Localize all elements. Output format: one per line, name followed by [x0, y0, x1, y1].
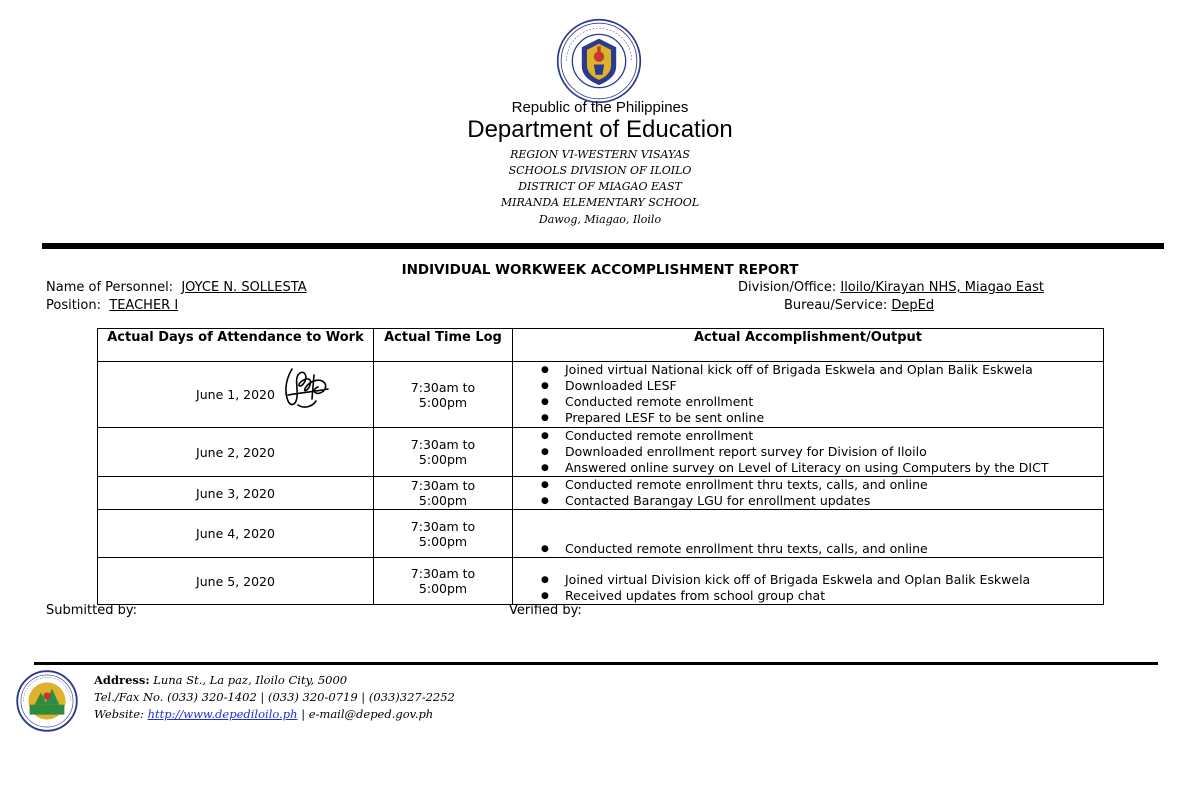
accomplishment-cell — [513, 362, 1104, 428]
list-item: ● Contacted Barangay LGU for enrollment updates — [513, 493, 1103, 509]
day-cell — [98, 558, 374, 605]
list-item: ● Downloaded enrollment report survey for Division of Iloilo — [513, 444, 1103, 460]
day-value: June 3, 2020 — [196, 485, 275, 501]
division-office-value: Iloilo/Kirayan NHS, Miagao East — [840, 280, 1044, 295]
region-line: REGION VI-WESTERN VISAYAS — [510, 148, 690, 161]
list-item: ● Conducted remote enrollment — [513, 428, 1103, 444]
verified-by-label: Verified by: — [509, 603, 582, 618]
footer-address — [94, 673, 347, 687]
table-row — [98, 362, 1104, 428]
time-log-cell — [374, 477, 513, 510]
position-field — [46, 298, 178, 313]
location-line: Dawog, Miagao, Iloilo — [538, 213, 662, 226]
time-start: 7:30am to — [410, 478, 476, 493]
day-cell — [98, 362, 374, 428]
table-row — [98, 428, 1104, 477]
day-value: June 5, 2020 — [196, 573, 275, 589]
list-item: ● Downloaded LESF — [513, 378, 1103, 394]
day-cell — [98, 510, 374, 558]
list-item: ● Conducted remote enrollment — [513, 394, 1103, 410]
table-row — [98, 510, 1104, 558]
table-row — [98, 558, 1104, 605]
time-log-cell — [374, 362, 513, 428]
list-item: ● Joined virtual Division kick off of Brigada Eskwela and Oplan Balik Eskwela — [513, 572, 1103, 588]
footer-seal-icon — [16, 670, 78, 732]
website-label: Website: — [94, 707, 144, 721]
time-end: 5:00pm — [418, 493, 468, 508]
accomplishment-cell — [513, 477, 1104, 510]
list-item: ● Conducted remote enrollment thru texts, calls, and online — [513, 541, 1103, 557]
time-log-cell — [374, 428, 513, 477]
division-office-label: Division/Office: — [738, 280, 837, 295]
time-start: 7:30am to — [410, 437, 476, 452]
day-value: June 2, 2020 — [196, 444, 275, 460]
time-end: 5:00pm — [418, 581, 468, 596]
time-log-cell — [374, 558, 513, 605]
signature-icon — [278, 365, 340, 411]
personnel-name-label: Name of Personnel: — [46, 280, 174, 295]
phone-label: Tel./Fax No. — [94, 690, 164, 704]
list-item: ● Answered online survey on Level of Literacy on using Computers by the DICT — [513, 460, 1103, 476]
list-item: ● Received updates from school group chat — [513, 588, 1103, 604]
republic-heading: Republic of the Philippines — [511, 99, 689, 116]
list-item: ● Joined virtual National kick off of Brigada Eskwela and Oplan Balik Eskwela — [513, 362, 1103, 378]
email-text: | e-mail@deped.gov.ph — [301, 707, 434, 721]
phone-value: (033) 320-1402 | (033) 320-0719 | (033)327-2252 — [167, 690, 455, 704]
table-header-row — [98, 329, 1104, 362]
list-item: ● Prepared LESF to be sent online — [513, 410, 1103, 426]
submitted-by-label: Submitted by: — [46, 603, 137, 618]
website-link[interactable]: http://www.depediloilo.ph — [147, 707, 298, 721]
accomplishment-cell — [513, 510, 1104, 558]
time-log-cell — [374, 510, 513, 558]
address-value: Luna St., La paz, Iloilo City, 5000 — [153, 673, 348, 687]
accomplishment-table — [97, 328, 1104, 605]
division-line: SCHOOLS DIVISION OF ILOILO — [508, 164, 692, 177]
time-end: 5:00pm — [418, 452, 468, 467]
time-start: 7:30am to — [410, 518, 476, 534]
position-value: TEACHER I — [109, 298, 179, 313]
time-end: 5:00pm — [418, 533, 468, 549]
footer-divider — [34, 662, 1158, 665]
accomplishment-cell — [513, 428, 1104, 477]
position-label: Position: — [46, 298, 101, 313]
district-line: DISTRICT OF MIAGAO EAST — [518, 180, 682, 193]
report-title: INDIVIDUAL WORKWEEK ACCOMPLISHMENT REPORT — [401, 262, 799, 278]
footer-phone — [94, 690, 455, 704]
time-start: 7:30am to — [410, 379, 476, 395]
day-cell — [98, 477, 374, 510]
day-cell — [98, 428, 374, 477]
accomplishment-cell — [513, 558, 1104, 605]
header-divider — [42, 243, 1164, 249]
personnel-name-field — [46, 280, 307, 295]
day-value: June 1, 2020 — [196, 387, 275, 402]
deped-seal-icon — [556, 18, 642, 104]
bureau-service-label: Bureau/Service: — [784, 298, 888, 313]
bureau-service-value: DepEd — [891, 298, 935, 313]
division-office-field — [738, 280, 1044, 295]
day-value: June 4, 2020 — [196, 526, 275, 541]
personnel-name-value: JOYCE N. SOLLESTA — [181, 280, 307, 295]
time-end: 5:00pm — [418, 394, 468, 410]
time-start: 7:30am to — [410, 566, 476, 581]
table-row — [98, 477, 1104, 510]
col-header-days: Actual Days of Attendance to Work — [98, 329, 374, 362]
footer-website — [94, 707, 433, 721]
list-item: ● Conducted remote enrollment thru texts, calls, and online — [513, 477, 1103, 493]
address-label: Address: — [94, 673, 150, 687]
department-heading: Department of Education — [467, 116, 733, 143]
bureau-service-field — [784, 298, 934, 313]
school-line: MIRANDA ELEMENTARY SCHOOL — [500, 196, 700, 209]
col-header-time-log: Actual Time Log — [374, 329, 513, 362]
col-header-accomplishment: Actual Accomplishment/Output — [513, 329, 1104, 362]
